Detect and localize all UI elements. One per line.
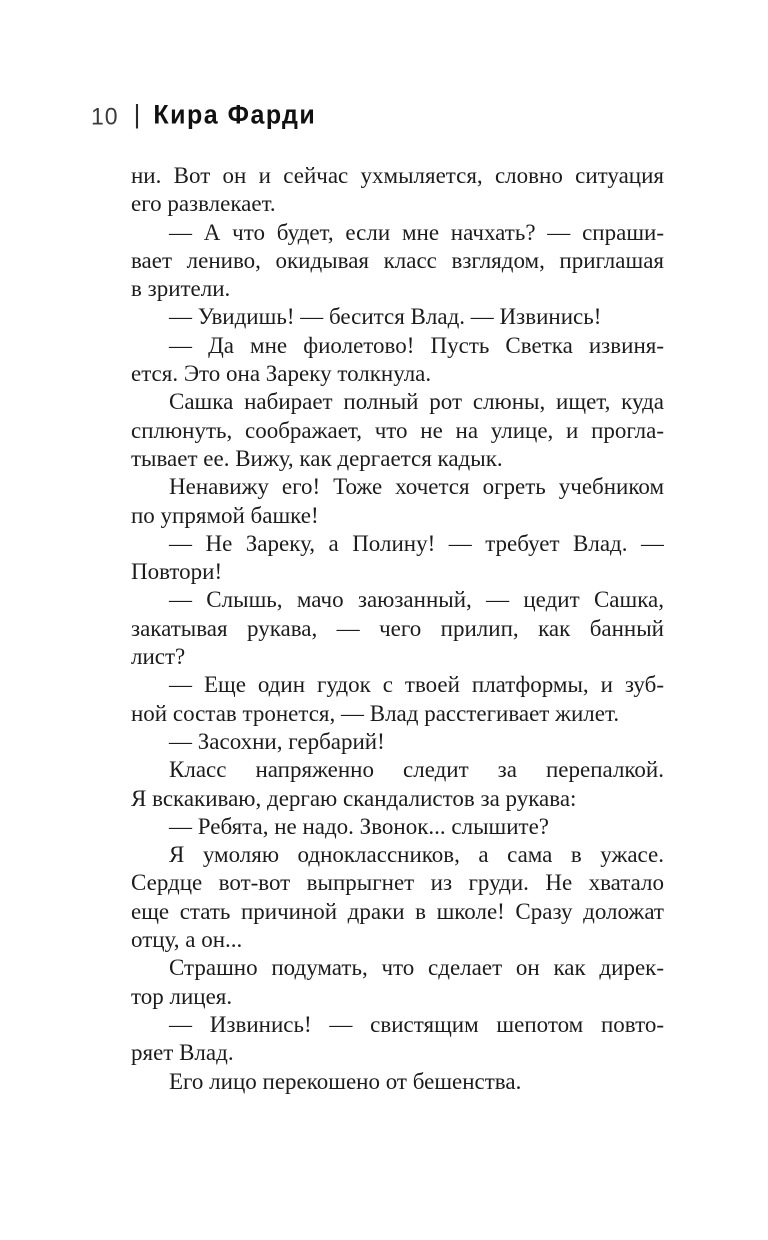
text-line: ной состав тронется, — Влад расстегивает жилет. [131, 700, 620, 726]
text-line: ни. Вот он и сейчас ухмыляется, словно ситуация [131, 163, 664, 188]
text-line: Сашка набирает полный рот слюны, ищет, куда [169, 389, 664, 415]
text-line: Страшно подумать, что сделает он как дирек- [169, 955, 664, 981]
text-line: Его лицо перекошено от бешенства. [169, 1068, 522, 1094]
text-line: в зрители. [131, 276, 231, 302]
text-line: — А что будет, если мне начхать? — спраши- [169, 219, 664, 245]
text-line: Сердце вот-вот выпрыгнет из груди. Не хватало [131, 870, 664, 896]
body-text [131, 162, 664, 1096]
text-line: Класс напряженно следит за перепалкой. [169, 757, 664, 783]
text-line: — Еще один гудок с твоей платформы, и зуб- [169, 672, 664, 698]
text-line: вает лениво, окидывая класс взглядом, приглашая [131, 247, 664, 273]
text-line: — Извинись! — свистящим шепотом повто- [169, 1011, 664, 1037]
text-line: — Слышь, мачо заюзанный, — цедит Сашка, [169, 587, 664, 613]
author-name: Кира Фарди [153, 99, 317, 130]
text-line: тор лицея. [131, 983, 233, 1009]
text-line: — Увидишь! — бесится Влад. — Извинись! [169, 304, 602, 330]
text-line: ется. Это она Зареку толкнула. [131, 361, 432, 387]
text-line: отцу, а он... [131, 927, 243, 953]
text-line: — Да мне фиолетово! Пусть Светка извиня- [169, 332, 664, 358]
text-line: Ненавижу его! Тоже хочется огреть учебником [169, 474, 664, 500]
text-line: его развлекает. [131, 191, 276, 217]
text-line: Я вскакиваю, дергаю скандалистов за рукава: [131, 785, 577, 811]
text-line: тывает ее. Вижу, как дергается кадык. [131, 445, 503, 471]
text-line: — Ребята, не надо. Звонок... слышите? [169, 813, 550, 839]
text-line: Я умоляю одноклассников, а сама в ужасе. [169, 842, 664, 868]
text-line: лист? [131, 644, 186, 670]
text-line: по упрямой башке! [131, 502, 319, 528]
text-line: закатывая рукава, — чего прилип, как банный [131, 615, 664, 641]
text-line: сплюнуть, соображает, что не на улице, и прогла- [131, 417, 664, 443]
header-divider: | [133, 99, 141, 129]
page-header [91, 100, 316, 131]
text-line: Повтори! [131, 559, 223, 585]
text-line: ряет Влад. [131, 1040, 234, 1066]
text-line: — Не Зареку, а Полину! — требует Влад. — [169, 530, 664, 556]
text-line: еще стать причиной драки в школе! Сразу доложат [131, 898, 664, 924]
text-line: — Засохни, гербарий! [169, 728, 385, 754]
page-number: 10 [91, 102, 119, 130]
